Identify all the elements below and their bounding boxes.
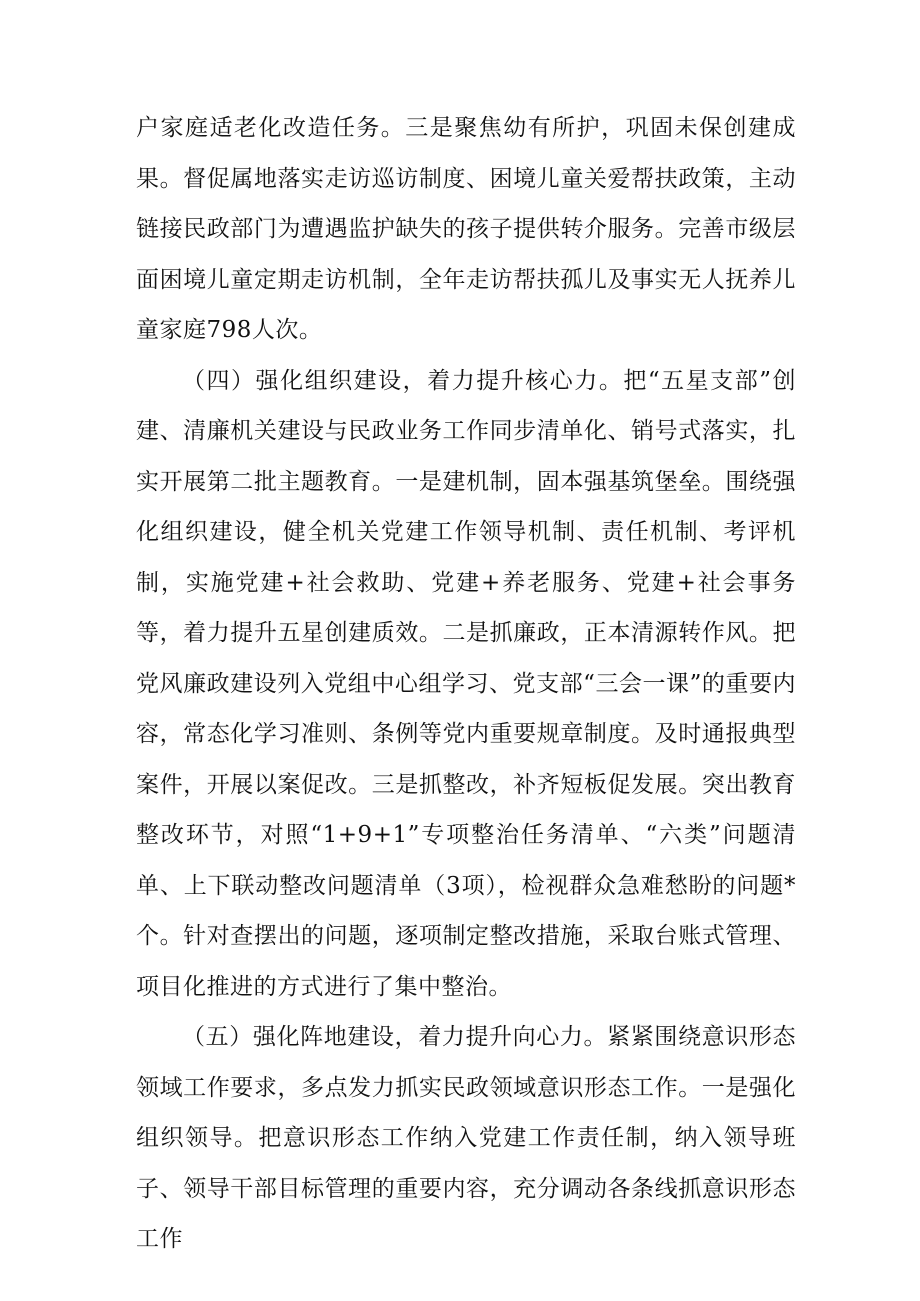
paragraph-continuation: 户家庭适老化改造任务。三是聚焦幼有所护，巩固未保创建成果。督促属地落实走访巡访制度、困境儿童关爱帮扶政策，主动链接民政部门为遭遇监护缺失的孩子提供转介服务。完善市级层面困境儿童定期走访机制，全年走访帮扶孤儿及事实无人抚养儿童家庭798人次。 xyxy=(136,115,796,343)
paragraph-section-four: （四）强化组织建设，着力提升核心力。把“五星支部”创建、清廉机关建设与民政业务工作同步清单化、销号式落实，扎实开展第二批主题教育。一是建机制，固本强基筑堡垒。围绕强化组织建设，健全机关党建工作领导机制、责任机制、考评机制，实施党建+社会救助、党建+养老服务、党建+社会事务等，着力提升五星创建质效。二是抓廉政，正本清源转作风。把党风廉政建设列入党组中心组学习、党支部“三会一课”的重要内容，常态化学习准则、条例等党内重要规章制度。及时通报典型案件，开展以案促改。三是抓整改，补齐短板促发展。突出教育整改环节，对照“1+9+1”专项整治任务清单、“六类”问题清单、上下联动整改问题清单（3项），检视群众急难愁盼的问题*个。针对查摆出的问题，逐项制定整改措施，采取台账式管理、项目化推进的方式进行了集中整治。 xyxy=(136,367,796,1000)
document-body xyxy=(136,103,796,1265)
paragraph-section-five: （五）强化阵地建设，着力提升向心力。紧紧围绕意识形态领域工作要求，多点发力抓实民政领域意识形态工作。一是强化组织领导。把意识形态工作纳入党建工作责任制，纳入领导班子、领导干部目标管理的重要内容，充分调动各条线抓意识形态工作 xyxy=(136,1024,796,1252)
